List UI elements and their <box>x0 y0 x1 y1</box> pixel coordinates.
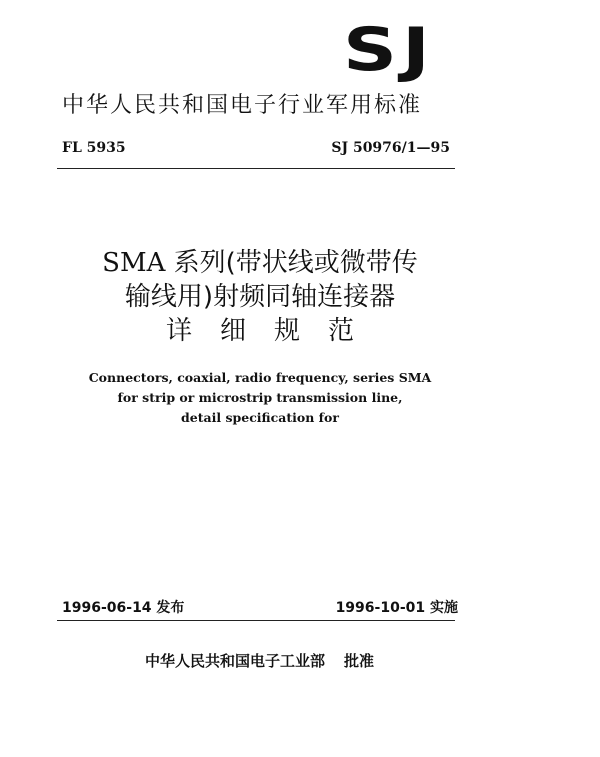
sj-logo: SJ <box>343 15 435 85</box>
title-cn-line-2: 输线用)射频同轴连接器 <box>124 282 396 312</box>
title-en-line-2: for strip or microstrip transmission line, <box>117 390 403 405</box>
title-cn-line-1-rest: 系列(带状线或微带传 <box>165 248 418 278</box>
approving-authority: 中华人民共和国电子工业部 <box>145 652 326 670</box>
standard-organization: 中华人民共和国电子行业军用标准 <box>62 93 423 118</box>
approve-label: 批准 <box>344 652 375 670</box>
fl-code: FL 5935 <box>62 140 126 156</box>
title-en-line-3: detail specification for <box>181 410 339 425</box>
standard-number: SJ 50976/1—95 <box>331 140 450 156</box>
bottom-rule <box>57 620 455 621</box>
issue-date: 1996-06-14 发布 <box>62 600 185 616</box>
title-cn-series: SMA <box>102 248 166 278</box>
title-cn-line-3: 详细规范 <box>165 316 382 346</box>
top-rule <box>57 168 455 169</box>
title-en-line-1: Connectors, coaxial, radio frequency, series SMA <box>88 370 432 385</box>
implementation-date: 1996-10-01 实施 <box>335 600 458 616</box>
title-cn-line-1 <box>70 246 450 280</box>
